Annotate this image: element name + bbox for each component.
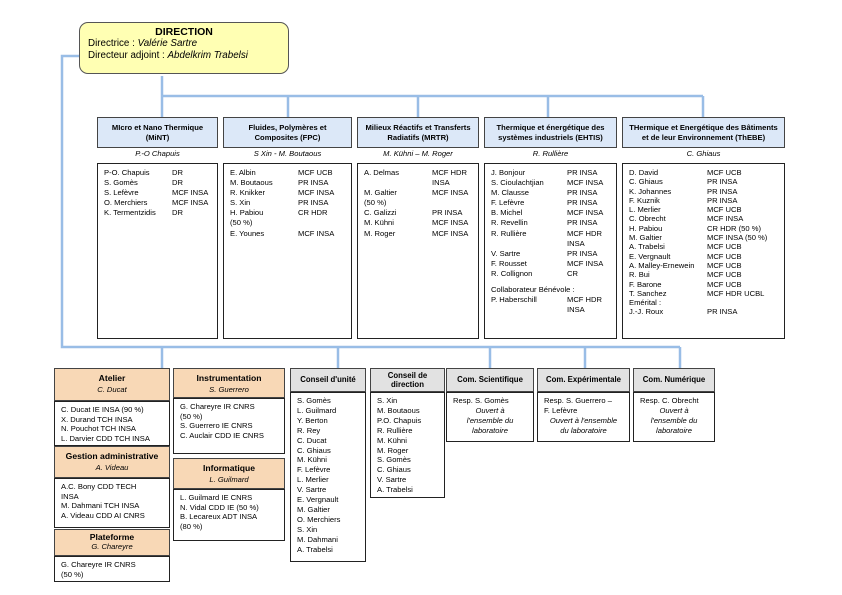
member-name: M. Roger xyxy=(364,228,396,238)
member-name: A. Delmas xyxy=(364,168,400,177)
member-row xyxy=(491,208,610,218)
member-role: MCF INSA xyxy=(432,218,469,228)
emeritus-label: Emérital : xyxy=(629,298,662,308)
member-row xyxy=(629,242,778,251)
member-row xyxy=(230,229,345,239)
member-role: PR INSA xyxy=(298,178,329,188)
service-lead: S. Guerrero xyxy=(209,385,249,394)
member-name: R. Rullière xyxy=(491,228,527,238)
member-row xyxy=(629,270,778,279)
council-members: S. Xin M. Boutaous P.O. Chapuis R. Rullière M. Kühni M. Roger S. Gomès C. Ghiaus V. Sartre A. Trabelsi xyxy=(370,392,445,498)
service-title: Informatique xyxy=(202,463,256,473)
member-row xyxy=(491,218,610,228)
council-body xyxy=(446,392,534,442)
service-gestion xyxy=(54,446,170,528)
member-role: PR INSA xyxy=(567,188,598,198)
member-role: PR INSA xyxy=(298,198,329,208)
team-title: THermique et Energétique des Bâtiments et de leur Environnement (ThEBE) xyxy=(629,122,778,142)
team-fpc xyxy=(223,117,352,160)
team-mrtr-members xyxy=(357,163,479,339)
member-row xyxy=(629,252,778,261)
member-role: MCF INSA xyxy=(432,228,469,238)
member-row xyxy=(629,205,778,214)
council-title: Com. Scientifique xyxy=(457,375,523,385)
council-unite xyxy=(290,368,366,562)
council-body xyxy=(633,392,715,442)
council-header xyxy=(290,368,366,392)
member-name: D. David xyxy=(629,168,659,177)
member-name: A. Trabelsi xyxy=(629,242,665,252)
member-row xyxy=(491,259,610,269)
team-header xyxy=(622,117,785,148)
member-role: CR HDR (50 %) xyxy=(707,223,762,233)
council-title: Com. Expérimentale xyxy=(546,375,621,385)
member-row xyxy=(629,261,778,270)
member-name: T. Sanchez xyxy=(629,288,667,298)
team-title: Fluides, Polymères et Composites (FPC) xyxy=(248,122,327,142)
member-role: PR INSA xyxy=(432,208,463,218)
service-plateforme xyxy=(54,529,170,582)
member-role: MCF INSA xyxy=(172,198,209,208)
member-row xyxy=(491,188,610,198)
member-name: M. Kühni xyxy=(364,218,394,228)
member-row xyxy=(629,196,778,205)
team-lead: C. Ghiaus xyxy=(686,149,721,158)
member-name: P. Haberschill xyxy=(491,295,537,305)
member-row xyxy=(491,269,610,279)
member-name: R. Bui xyxy=(629,270,650,280)
service-header xyxy=(173,368,285,398)
director-name: Valérie Sartre xyxy=(137,38,198,49)
council-members: S. Gomès L. Guilmard Y. Berton R. Rey C. Ducat C. Ghiaus M. Kühni F. Lefèvre L. Merlier V. Sartre E. Vergnault M. Galtier O. Merchiers S. Xin M. Dahmani A. Trabelsi xyxy=(290,392,366,562)
team-header xyxy=(357,117,479,148)
service-atelier xyxy=(54,368,170,446)
member-role: MCF HDR INSA xyxy=(432,168,468,188)
member-row xyxy=(491,229,610,249)
member-name: M. Clausse xyxy=(491,188,529,198)
council-resp: Resp. C. Obrecht xyxy=(640,396,699,405)
member-role: CR HDR xyxy=(298,208,328,218)
team-title: Milieux Réactifs et Transferts Radiatifs (MRTR) xyxy=(365,122,471,142)
council-scope: Ouvert à l'ensemble du laboratoire xyxy=(549,415,618,435)
member-row xyxy=(104,198,211,208)
deputy-name: Abdelkrim Trabelsi xyxy=(167,50,248,61)
council-scope: Ouvert à l'ensemble du laboratoire xyxy=(650,405,698,435)
team-thebe-members xyxy=(622,163,785,339)
member-row xyxy=(364,188,472,208)
member-name: F. Barone xyxy=(629,279,662,289)
member-row xyxy=(629,214,778,223)
member-name: C. Galizzi xyxy=(364,208,397,218)
member-role: MCF INSA xyxy=(172,188,209,198)
member-row xyxy=(230,178,345,188)
direction-box xyxy=(79,22,289,74)
member-role: MCF UCB xyxy=(298,168,333,177)
council-scientifique xyxy=(446,368,534,442)
volunteer-label: Collaborateur Bénévole : xyxy=(491,285,575,295)
service-header xyxy=(54,529,170,556)
team-header xyxy=(223,117,352,148)
member-row xyxy=(629,289,778,298)
member-name: K. Termentzidis xyxy=(104,208,156,218)
member-role: PR INSA xyxy=(567,198,598,208)
service-members: A.C. Bony CDD TECH INSA M. Dahmani TCH INSA A. Videau CDD AI CNRS xyxy=(54,478,170,528)
service-lead: L. Guilmard xyxy=(209,475,249,484)
council-header xyxy=(537,368,630,392)
service-title: Atelier xyxy=(98,373,126,383)
member-row xyxy=(104,188,211,198)
council-header xyxy=(370,368,445,392)
council-numerique xyxy=(633,368,715,442)
member-row xyxy=(629,177,778,186)
service-title: Plateforme xyxy=(89,532,135,542)
member-row xyxy=(230,208,345,228)
member-row xyxy=(629,224,778,233)
member-role: MCF INSA xyxy=(567,258,604,268)
member-role: PR INSA xyxy=(567,218,598,228)
member-role: MCF UCB xyxy=(707,251,742,261)
member-role: PR INSA xyxy=(707,177,738,187)
council-title: Conseil d'unité xyxy=(300,375,356,385)
member-name: P-O. Chapuis xyxy=(104,168,150,177)
member-name: E. Younes xyxy=(230,228,265,238)
member-row xyxy=(364,229,472,239)
member-role: MCF UCB xyxy=(707,168,742,177)
service-members: C. Ducat IE INSA (90 %) X. Durand TCH INSA N. Pouchot TCH INSA L. Darvier CDD TCH INSA xyxy=(54,401,170,446)
service-informatique xyxy=(173,458,285,541)
deputy-line xyxy=(88,50,280,62)
service-members: L. Guilmard IE CNRS N. Vidal CDD IE (50 %) B. Lecareux ADT INSA (80 %) xyxy=(173,489,285,541)
member-name: S. Xin xyxy=(230,198,251,208)
member-name: R. Knikker xyxy=(230,188,266,198)
council-direction xyxy=(370,368,445,498)
member-name: F. Kuznik xyxy=(629,195,660,205)
member-name: E. Albin xyxy=(230,168,256,177)
member-name: J.-J. Roux xyxy=(629,307,664,317)
deputy-label: Directeur adjoint : xyxy=(88,50,165,61)
member-row xyxy=(629,168,778,177)
member-role: PR INSA xyxy=(707,195,738,205)
service-lead: G. Chareyre xyxy=(91,542,133,551)
council-scope: Ouvert à l'ensemble du laboratoire xyxy=(466,405,514,435)
member-name: K. Johannes xyxy=(629,186,672,196)
team-ehtis-members xyxy=(484,163,617,339)
member-role: MCF INSA xyxy=(567,208,604,218)
member-role: MCF UCB xyxy=(707,260,742,270)
member-name: R. Collignon xyxy=(491,268,533,278)
service-title: Gestion administrative xyxy=(65,451,159,461)
member-name: O. Merchiers xyxy=(104,198,148,208)
team-mint-members xyxy=(97,163,218,339)
member-name: J. Bonjour xyxy=(491,168,526,177)
member-name: L. Merlier xyxy=(629,205,661,215)
member-role: PR INSA xyxy=(707,186,738,196)
member-role: MCF INSA xyxy=(432,188,469,198)
member-name: C. Ghiaus xyxy=(629,177,663,187)
team-mint xyxy=(97,117,218,160)
member-name: H. Pabiou xyxy=(629,223,663,233)
member-role: DR xyxy=(172,168,183,177)
member-row xyxy=(629,307,778,316)
member-name: E. Vergnault xyxy=(629,251,671,261)
member-role: MCF HDR INSA xyxy=(567,228,603,248)
member-row xyxy=(364,218,472,228)
member-row xyxy=(491,295,610,315)
council-header xyxy=(446,368,534,392)
member-role: MCF INSA xyxy=(567,178,604,188)
team-lead: P.-O Chapuis xyxy=(135,149,180,158)
member-name: S. Lefèvre xyxy=(104,188,139,198)
team-title: Thermique et énergétique des systèmes industriels (EHTIS) xyxy=(496,122,605,142)
member-name: S. Cioulachtjian xyxy=(491,178,544,188)
member-role: CR xyxy=(567,268,578,278)
member-name: F. Lefèvre xyxy=(491,198,525,208)
member-name: S. Gomès xyxy=(104,178,138,188)
member-row xyxy=(230,198,345,208)
member-role: MCF INSA (50 %) xyxy=(707,233,768,243)
member-row xyxy=(629,233,778,242)
council-header xyxy=(633,368,715,392)
member-role: DR xyxy=(172,208,183,218)
service-members: G. Chareyre IR CNRS (50 %) xyxy=(54,556,170,582)
service-header xyxy=(54,368,170,401)
team-title: MIcro et Nano Thermique (MiNT) xyxy=(111,122,204,142)
member-name: H. Pabiou (50 %) xyxy=(230,208,264,228)
member-role: MCF UCB xyxy=(707,270,742,280)
member-row xyxy=(491,168,610,178)
member-name: C. Obrecht xyxy=(629,214,666,224)
member-row xyxy=(230,168,345,178)
member-role: PR INSA xyxy=(567,168,598,177)
member-role: MCF INSA xyxy=(707,214,744,224)
member-row xyxy=(104,168,211,178)
team-header xyxy=(97,117,218,148)
member-role: DR xyxy=(172,178,183,188)
council-title: Com. Numérique xyxy=(642,375,706,385)
service-lead: A. Videau xyxy=(95,463,129,472)
member-row xyxy=(364,168,472,188)
member-role: MCF UCB xyxy=(707,279,742,289)
council-resp: Resp. S. Guerrero – F. Lefèvre xyxy=(544,396,612,415)
member-role: MCF UCB xyxy=(707,242,742,252)
member-name: M. Boutaous xyxy=(230,178,273,188)
team-mrtr xyxy=(357,117,479,160)
service-members: G. Chareyre IR CNRS (50 %) S. Guerrero IE CNRS C. Auclair CDD IE CNRS xyxy=(173,398,285,454)
member-row xyxy=(104,208,211,218)
member-name: B. Michel xyxy=(491,208,523,218)
member-role: MCF HDR INSA xyxy=(567,295,603,315)
council-body xyxy=(537,392,630,442)
direction-title: DIRECTION xyxy=(155,26,213,38)
member-role: MCF INSA xyxy=(298,188,335,198)
member-row xyxy=(104,178,211,188)
member-row xyxy=(364,208,472,218)
member-row xyxy=(491,178,610,188)
council-resp: Resp. S. Gomès xyxy=(453,396,509,405)
member-row xyxy=(491,198,610,208)
service-header xyxy=(54,446,170,478)
member-name: R. Revellin xyxy=(491,218,528,228)
member-name: A. Malley-Ernewein xyxy=(629,260,695,270)
member-row xyxy=(491,249,610,259)
member-role: MCF HDR UCBL xyxy=(707,288,765,298)
team-fpc-members xyxy=(223,163,352,339)
member-role: MCF INSA xyxy=(298,228,335,238)
member-role: MCF UCB xyxy=(707,205,742,215)
member-name: M. Galtier xyxy=(629,233,662,243)
team-header xyxy=(484,117,617,148)
team-lead: S Xin - M. Boutaous xyxy=(253,149,322,158)
member-row xyxy=(629,187,778,196)
member-name: F. Rousset xyxy=(491,258,527,268)
member-name: M. Galtier (50 %) xyxy=(364,188,397,208)
team-lead: R. Rullière xyxy=(532,149,569,158)
team-ehtis xyxy=(484,117,617,160)
service-header xyxy=(173,458,285,489)
member-role: PR INSA xyxy=(567,248,598,258)
service-lead: C. Ducat xyxy=(97,385,127,394)
team-lead: M. Kühni – M. Roger xyxy=(383,149,453,158)
service-instrumentation xyxy=(173,368,285,454)
director-label: Directrice : xyxy=(88,38,135,49)
director-line xyxy=(88,38,280,50)
member-role: PR INSA xyxy=(707,307,738,317)
team-thebe xyxy=(622,117,785,160)
council-experimentale xyxy=(537,368,630,442)
council-title: Conseil de direction xyxy=(387,370,428,389)
member-name: V. Sartre xyxy=(491,248,521,258)
member-row xyxy=(230,188,345,198)
member-row xyxy=(629,280,778,289)
service-title: Instrumentation xyxy=(196,373,262,383)
